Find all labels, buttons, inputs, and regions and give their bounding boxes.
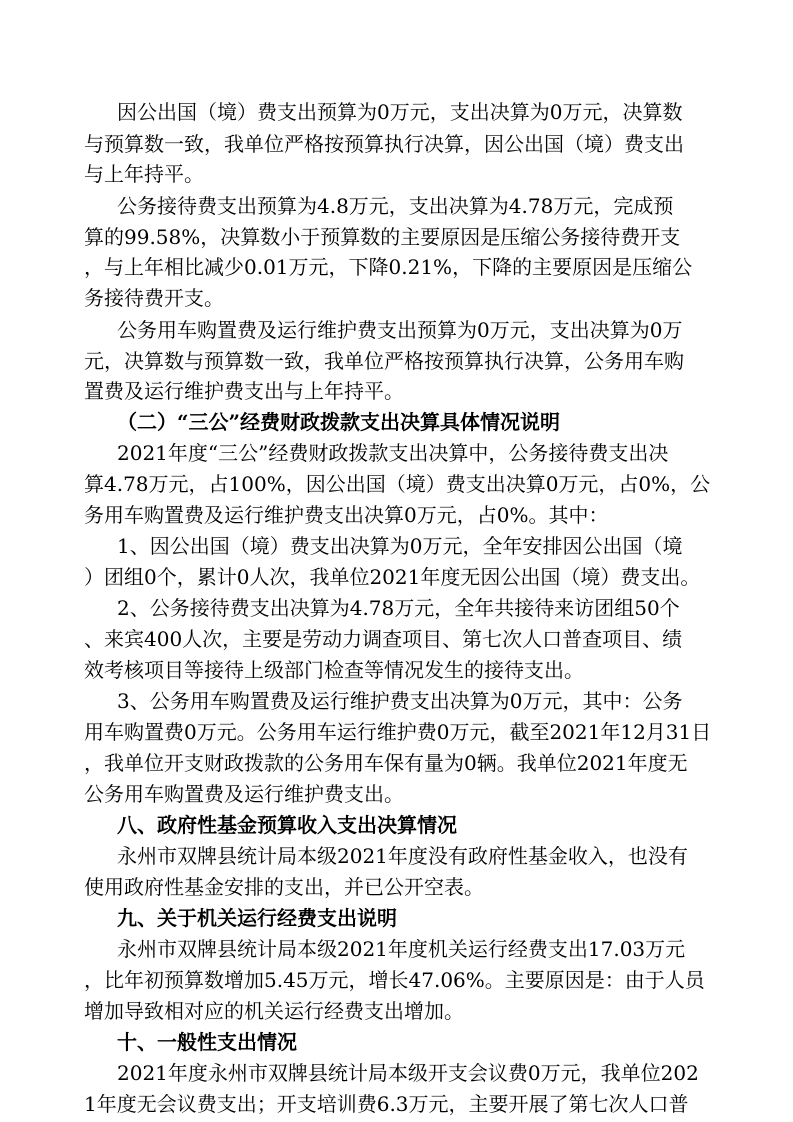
text-line: 使用政府性基金安排的支出，并已公开空表。	[84, 875, 484, 899]
section-heading: （二）“三公”经费财政拨款支出决算具体情况说明	[117, 410, 561, 434]
text-line: 用车购置费0万元。公务用车运行维护费0万元，截至2021年12月31日	[84, 720, 712, 744]
text-line: 1年度无会议费支出；开支培训费6.3万元，主要开展了第七次人口普	[84, 1092, 689, 1116]
text-line: 务接待费开支。	[84, 286, 224, 310]
section-heading: 九、关于机关运行经费支出说明	[117, 906, 397, 930]
text-line: 与上年持平。	[84, 162, 204, 186]
text-line: 置费及运行维护费支出与上年持平。	[84, 379, 404, 403]
text-line: ，与上年相比减少0.01万元，下降0.21%，下降的主要原因是压缩公	[84, 255, 693, 279]
text-line: 公务接待费支出预算为4.8万元，支出决算为4.78万元，完成预	[117, 194, 674, 218]
text-line: 2、公务接待费支出决算为4.78万元，全年共接待来访团组50个	[117, 596, 680, 620]
text-line: 2021年度“三公”经费财政拨款支出决算中，公务接待费支出决	[117, 441, 669, 465]
text-line: 增加导致相对应的机关运行经费支出增加。	[84, 999, 464, 1023]
text-line: 算4.78万元，占100%，因公出国（境）费支出决算0万元，占0%，公	[84, 472, 711, 496]
text-line: 元，决算数与预算数一致，我单位严格按预算执行决算，公务用车购	[84, 349, 684, 373]
text-line: 、来宾400人次，主要是劳动力调查项目、第七次人口普查项目、绩	[84, 627, 683, 651]
text-line: 算的99.58%，决算数小于预算数的主要原因是压缩公务接待费开支	[84, 225, 681, 249]
text-line: 因公出国（境）费支出预算为0万元，支出决算为0万元，决算数	[117, 100, 683, 124]
section-heading: 十、一般性支出情况	[117, 1030, 297, 1054]
text-line: ）团组0个，累计0人次，我单位2021年度无因公出国（境）费支出。	[84, 565, 701, 589]
text-line: 1、因公出国（境）费支出决算为0万元，全年安排因公出国（境	[117, 534, 683, 558]
text-line: 3、公务用车购置费及运行维护费支出决算为0万元，其中：公务	[117, 689, 683, 713]
text-line: ，比年初预算数增加5.45万元，增长47.06%。主要原因是：由于人员	[84, 968, 705, 992]
text-line: 务用车购置费及运行维护费支出决算0万元，占0%。其中：	[84, 503, 609, 527]
text-line: 永州市双牌县统计局本级2021年度没有政府性基金收入，也没有	[117, 844, 688, 868]
text-line: 2021年度永州市双牌县统计局本级开支会议费0万元，我单位202	[117, 1061, 699, 1085]
text-line: 与预算数一致，我单位严格按预算执行决算，因公出国（境）费支出	[84, 132, 684, 156]
text-line: ，我单位开支财政拨款的公务用车保有量为0辆。我单位2021年度无	[84, 751, 688, 775]
text-line: 公务用车购置费及运行维护费支出预算为0万元，支出决算为0万	[117, 318, 683, 342]
text-line: 效考核项目等接待上级部门检查等情况发生的接待支出。	[84, 658, 584, 682]
section-heading: 八、政府性基金预算收入支出决算情况	[117, 813, 457, 837]
text-line: 公务用车购置费及运行维护费支出。	[84, 782, 404, 806]
text-line: 永州市双牌县统计局本级2021年度机关运行经费支出17.03万元	[117, 937, 686, 961]
